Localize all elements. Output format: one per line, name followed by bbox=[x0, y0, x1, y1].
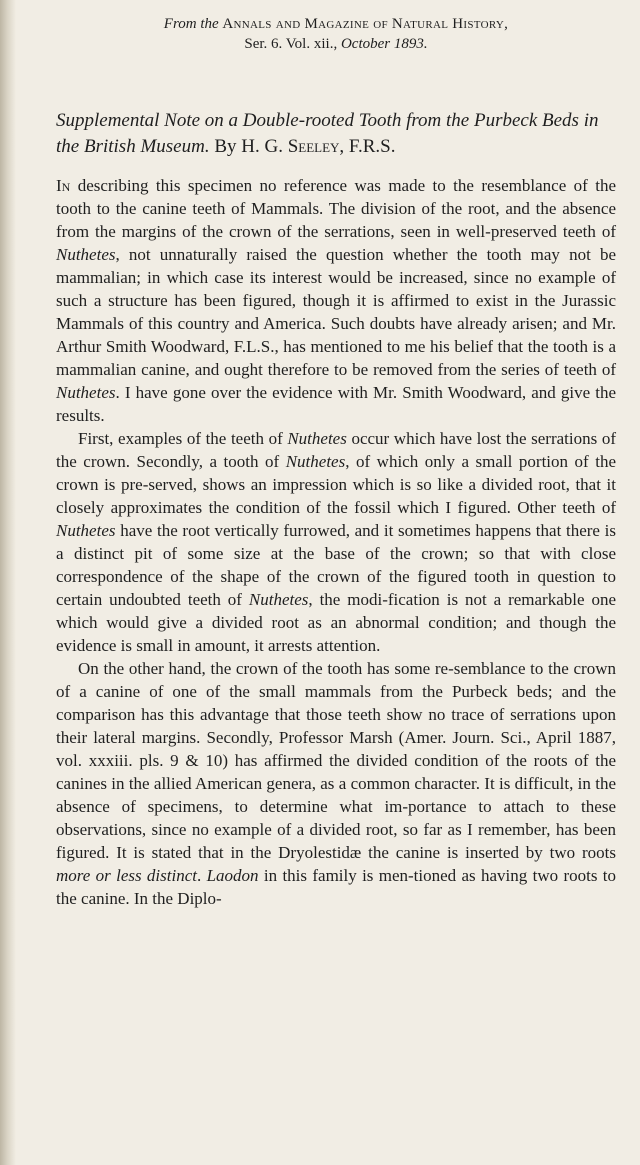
page-edge-shadow bbox=[0, 0, 16, 1165]
text-run: On the other hand, the crown of the tooth has some re-semblance to the crown of a canine of one of the small mammals from the Purbeck beds; and the comparison has this advantage that those teeth show no trace of serrations upon their lateral margins. Secondly, Professor Marsh (Amer. Journ. Sci., April 1887, vol. xxxiii. pls. 9 & 10) has affirmed the divided condition of the roots of the canines in the allied American genera, as a common character. It is difficult, in the absence of specimens, to determine what im-portance to attach to these observations, since no example of a divided root, so far as I remember, has been figured. It is stated that in the Dryolestidæ the canine is inserted by two roots bbox=[56, 659, 616, 862]
text-run: First, examples of the teeth of bbox=[78, 429, 288, 448]
text-run: in this family is men-tioned as having two roots to the canine. In the Diplo- bbox=[56, 866, 617, 908]
text-run: occur which have lost the serrations of the crown. Secondly, a tooth of bbox=[56, 429, 616, 471]
article-title-text: Supplemental Note on a Double-rooted Tooth from the Purbeck Beds in the British Museum. bbox=[56, 110, 599, 157]
italic-text: Laodon bbox=[206, 866, 259, 885]
paragraph bbox=[56, 174, 616, 427]
italic-text: more or less distinct bbox=[56, 866, 197, 885]
running-head-series: Ser. 6. Vol. xii., bbox=[244, 36, 338, 52]
article-author: Seeley, bbox=[287, 136, 345, 157]
italic-text: Nuthetes bbox=[285, 452, 346, 471]
paragraph bbox=[56, 427, 616, 657]
text-run: . bbox=[197, 866, 207, 885]
article-title bbox=[56, 108, 616, 160]
document-page bbox=[56, 14, 616, 910]
text-run: , of which only a small portion of the crown is pre-served, shows an impression which is so like a divided root, that it closely approximates the condition of the fossil which I figured. Other teeth of bbox=[56, 452, 616, 517]
italic-text: Nuthetes bbox=[287, 429, 347, 448]
running-head-line-1 bbox=[56, 14, 616, 34]
text-run: have the root vertically furrowed, and it sometimes happens that there is a distinct pit of some size at the base of the crown; so that with close correspondence of the shape of the crown of the figured tooth in question to certain undoubted teeth of bbox=[56, 521, 616, 609]
text-run: describing this specimen no reference was made to the resemblance of the tooth to the canine teeth of Mammals. The division of the root, and the absence from the margins of the crown of the serrations, seen in well-preserved teeth of bbox=[56, 176, 616, 241]
text-run: , not unnaturally raised the question whether the tooth may not be mammalian; in which case its interest would be increased, since no example of such a structure has been figured, though it is affirmed to exist in the Jurassic Mammals of this country and America. Such doubts have already arisen; and Mr. Arthur Smith Woodward, F.L.S., has mentioned to me his belief that the tooth is a mammalian canine, and ought therefore to be removed from the series of teeth of bbox=[56, 245, 616, 379]
small-caps-text: In bbox=[56, 176, 71, 195]
italic-text: Nuthetes bbox=[56, 521, 116, 540]
article-byline: By H. G. bbox=[214, 136, 283, 157]
italic-text: Nuthetes bbox=[56, 245, 116, 264]
paragraph bbox=[56, 657, 616, 910]
running-head-journal: Annals and Magazine of Natural History, bbox=[222, 16, 509, 32]
text-run: . I have gone over the evidence with Mr. Smith Woodward, and give the results. bbox=[56, 383, 616, 425]
running-head-date: October 1893. bbox=[340, 36, 428, 52]
running-head-from: From the bbox=[163, 16, 219, 32]
italic-text: Nuthetes bbox=[56, 383, 116, 402]
running-head-line-2 bbox=[56, 34, 616, 54]
article-author-suffix: F.R.S. bbox=[348, 136, 396, 157]
article-body bbox=[56, 174, 616, 910]
running-head bbox=[56, 14, 616, 54]
text-run: , the modi-fication is not a remarkable one which would give a divided root as an abnormal condition; and though the evidence is small in amount, it arrests attention. bbox=[56, 590, 616, 655]
italic-text: Nuthetes bbox=[248, 590, 309, 609]
